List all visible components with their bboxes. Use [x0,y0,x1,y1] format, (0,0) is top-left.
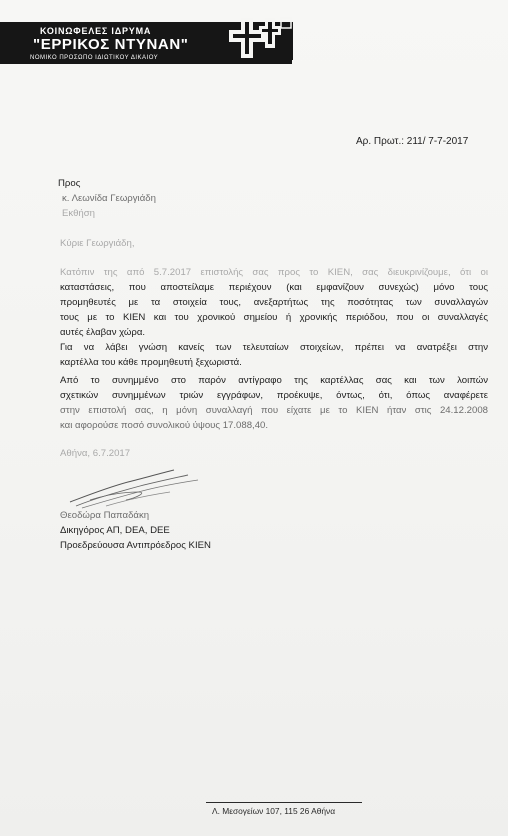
paragraph-3-line-4: και αφορούσε ποσό συνολικού ύψους 17.088,40. [60,420,269,431]
recipient-to-label: Προς [58,178,81,189]
foundation-type: ΚΟΙΝΩΦΕΛΕΣ ΙΔΡΥΜΑ [40,26,152,36]
paragraph-3-line-2: σχετικών συνημμένων τριών εγγράφων, προέκυψε, όντως, ότι, όπως αναφέρετε [60,390,488,401]
paragraph-1-line-5: αυτές έλαβαν χώρα. [60,327,146,338]
legal-status: ΝΟΜΙΚΟ ΠΡΟΣΩΠΟ ΙΔΙΩΤΙΚΟΥ ΔΙΚΑΙΟΥ [30,55,159,61]
protocol-number: Αρ. Πρωτ.: 211/ 7-7-2017 [356,136,469,147]
paragraph-1-line-1 [60,265,488,280]
paragraph-1-line-4: τους με το ΚΙΕΝ και του χρονικού σημείου ή χρονικής περιόδου, που οι συναλλαγές [60,312,488,323]
recipient-name: κ. Λεωνίδα Γεωργιάδη [62,193,156,204]
signatory-title-1: Δικηγόρος ΑΠ, DEA, DEE [60,525,170,536]
cross-logo-icon [223,16,293,60]
recipient-place: Εκθήση [62,208,96,219]
handwritten-signature [66,462,216,512]
footer-divider [206,802,362,803]
paragraph-3-line-3: στην επιστολή σας, η μόνη συναλλαγή που είχατε με το ΚΙΕΝ ήταν στις 24.12.2008 [60,405,488,416]
paragraph-2-line-1: Για να λάβει γνώση κανείς των τελευταίων στοιχείων, πρέπει να ανατρέξει στην [60,342,488,353]
paragraph-1-line-3: προμηθευτές με τα στοιχεία τους, ανεξαρτήτως της ποσότητας των συναλλαγών [60,297,488,308]
signatory-name: Θεοδώρα Παπαδάκη [60,510,150,521]
place-date: Αθήνα, 6.7.2017 [60,448,131,459]
salutation: Κύριε Γεωργιάδη, [60,238,135,249]
signatory-title-2: Προεδρεύουσα Αντιπρόεδρος ΚΙΕΝ [60,540,211,551]
paragraph-1-line-1-text: Κατόπιν της από 5.7.2017 επιστολής σας προς το ΚΙΕΝ, σας διευκρινίζουμε, ότι οι [60,267,488,278]
foundation-name: "ΕΡΡΙΚΟΣ ΝΤΥΝΑΝ" [33,36,189,53]
footer-address: Λ. Μεσογείων 107, 115 26 Αθήνα [212,806,336,816]
paragraph-2-line-2: καρτέλλα του κάθε προμηθευτή ξεχωριστά. [60,357,242,368]
paragraph-1-line-2: καταστάσεις, που αποστείλαμε περιέχουν (και εμφανίζουν συνεχώς) μόνο τους [60,282,488,293]
paragraph-3-line-1: Από το συνημμένο στο παρόν αντίγραφο της καρτέλλας σας και των λοιπών [60,375,488,386]
